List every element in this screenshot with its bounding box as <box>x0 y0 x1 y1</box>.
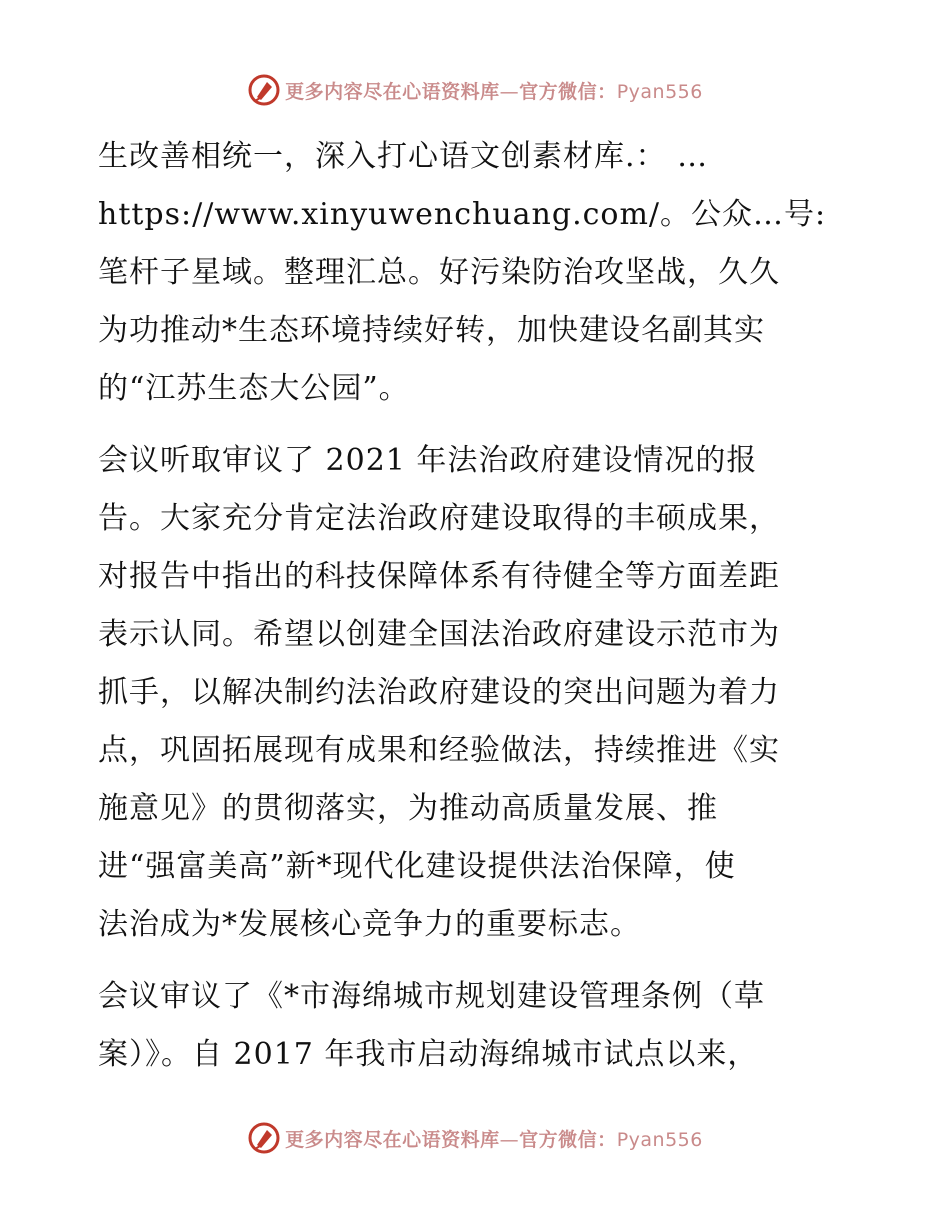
banner-suffix: 官方微信： <box>519 1128 617 1151</box>
text-line: 生改善相统一，深入打心语文创素材库.： … <box>98 139 709 174</box>
text-line: 对报告中指出的科技保障体系有待健全等方面差距 <box>98 559 780 594</box>
text-line: 法治成为*发展核心竞争力的重要标志。 <box>98 907 641 942</box>
paragraph-3 <box>98 968 868 1084</box>
text-line: 为功推动*生态环境持续好转，加快建设名副其实 <box>98 313 765 348</box>
banner-main-text: 更多内容尽在心语资料库 <box>285 1128 500 1151</box>
text-line: 表示认同。希望以创建全国法治政府建设示范市为 <box>98 617 780 652</box>
paragraph-1 <box>98 128 868 418</box>
pen-nib-logo-icon <box>247 73 281 107</box>
paragraph-2 <box>98 432 868 954</box>
text-line: 进“强富美高”新*现代化建设提供法治保障，使 <box>98 849 736 884</box>
text-line: 施意见》的贯彻落实，为推动高质量发展、推 <box>98 791 718 826</box>
banner-label <box>285 77 703 104</box>
banner-handle: Pyan556 <box>616 80 703 103</box>
text-line: 笔杆子星域。整理汇总。好污染防治攻坚战，久久 <box>98 255 780 290</box>
text-line: 告。大家充分肯定法治政府建设取得的丰硕成果， <box>98 501 780 536</box>
text-line: 会议听取审议了 2021 年法治政府建设情况的报 <box>98 443 758 478</box>
text-line: https://www.xinyuwenchuang.com/。公众…号: <box>98 197 827 232</box>
text-line: 抓手，以解决制约法治政府建设的突出问题为着力 <box>98 675 780 710</box>
footer-watermark-banner <box>0 1118 950 1158</box>
banner-separator: — <box>499 80 520 103</box>
document-body <box>98 128 868 1084</box>
banner-main-text: 更多内容尽在心语资料库 <box>285 80 500 103</box>
banner-suffix: 官方微信： <box>519 80 617 103</box>
banner-label <box>285 1125 703 1152</box>
text-line: 案）》。自 2017 年我市启动海绵城市试点以来， <box>98 1037 759 1072</box>
header-watermark-banner <box>0 70 950 110</box>
pen-nib-logo-icon <box>247 1121 281 1155</box>
text-line: 的“江苏生态大公园”。 <box>98 371 410 406</box>
banner-handle: Pyan556 <box>616 1128 703 1151</box>
text-line: 点，巩固拓展现有成果和经验做法，持续推进《实 <box>98 733 780 768</box>
text-line: 会议审议了《*市海绵城市规划建设管理条例（草 <box>98 979 765 1014</box>
banner-separator: — <box>499 1128 520 1151</box>
